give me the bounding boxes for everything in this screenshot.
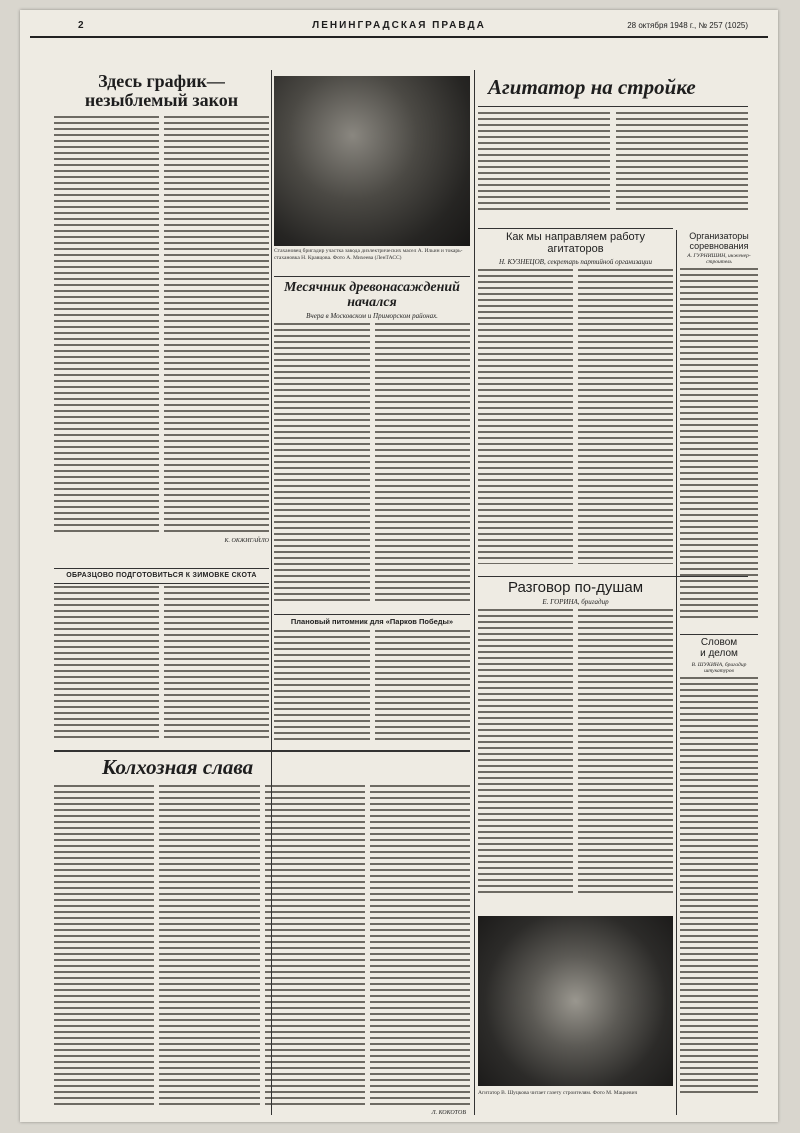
article-nursery-title: Плановый питомник для «Парков Победы» [290,618,454,626]
article-word-deed-col [680,677,758,1097]
article-nursery-col1 [274,630,370,740]
article-word-deed [680,638,758,1108]
article-kolkhoz-col3 [265,785,365,1105]
article-schedule-col2 [164,116,269,536]
photo1-caption: Стахановец бригадир участка завода диэлектрических масел А. Ильин и токарь-стахановка Н. Кравцова. Фото А. Михеева (ЛенТАСС) [274,248,463,261]
article-prepare [54,586,269,746]
article-month-title-2: начался [347,295,397,311]
article-schedule-author: К. ОКЖИГАЙЛО [224,537,269,544]
photo2-caption: Агитатор В. Шуцкова читает газету строителям. Фото М. Мацкевич [478,1090,638,1096]
article-organizers-author: А. ГУРНИШИН, инженер-строитель [687,253,751,266]
column-rule [676,230,677,1115]
article-organizers-title-1: Организаторы [689,232,749,241]
divider [478,228,673,229]
article-agitator-col2 [616,112,748,212]
article-schedule-title-2: незыблемый закон [84,90,239,111]
article-guide-col1 [478,269,573,564]
photo-agitator-reading [478,916,673,1086]
photo-workers-machine [274,76,470,246]
article-nursery-col2 [375,630,471,740]
article-kolkhoz-col4 [370,785,470,1105]
newspaper-title: ЛЕНИНГРАДСКАЯ ПРАВДА [312,20,486,31]
divider [478,106,748,107]
article-schedule-title-1: Здесь график— [98,72,225,91]
article-month-sub: Вчера в Московском и Приморском районах. [306,312,438,321]
article-talk-col1 [478,609,573,894]
divider [680,634,758,635]
article-prepare-col2 [164,586,269,742]
article-talk-col2 [578,609,673,894]
article-word-deed-title-2: и делом [700,647,738,659]
article-guide-col2 [578,269,673,564]
article-month-title-1: Месячник древонасаждений [284,280,460,295]
page-number: 2 [78,20,84,31]
article-kolkhoz-col1 [54,785,154,1105]
article-month [274,280,470,610]
article-month-col2 [375,323,471,603]
article-talk [478,580,673,910]
article-agitator [478,76,748,226]
article-prepare-banner [54,568,269,584]
article-kolkhoz-title: Колхозная слава [102,756,254,779]
article-agitator-col1 [478,112,610,212]
divider [274,614,470,615]
divider [274,276,470,277]
article-guide-author: Н. КУЗНЕЦОВ, секретарь партийной организации [498,257,653,266]
article-prepare-col1 [54,586,159,742]
article-kolkhoz-col2 [159,785,259,1105]
article-talk-author: Е. ГОРИНА, бригадир [542,598,609,607]
article-talk-title: Разговор по-душам [507,580,644,596]
article-schedule [54,72,269,562]
issue-date: 28 октября 1948 г., № 257 (1025) [627,21,748,30]
article-guide-title-1: Как мы направляем работу [505,232,646,243]
article-kolkhoz-author: Л. КОКОТОВ [431,1110,466,1116]
article-guide [478,232,673,572]
article-kolkhoz [54,756,470,1116]
article-organizers [680,232,758,632]
article-organizers-col [680,268,758,618]
article-organizers-title-2: соревнования [689,240,749,251]
article-month-col1 [274,323,370,603]
page-header [30,18,768,38]
newspaper-page [20,10,778,1122]
divider [478,576,748,577]
article-nursery [274,618,470,748]
column-rule [474,70,475,1115]
divider [54,750,470,752]
article-schedule-col1 [54,116,159,536]
article-word-deed-author: В. ШУКИНА, бригадир штукатуров [691,661,747,674]
article-word-deed-title-1: Словом [700,638,738,648]
article-prepare-title: ОБРАЗЦОВО ПОДГОТОВИТЬСЯ К ЗИМОВКЕ СКОТА [66,572,257,579]
article-agitator-title: Агитатор на стройке [488,76,696,99]
article-guide-title-2: агитаторов [547,242,604,255]
column-rule [271,70,272,1115]
